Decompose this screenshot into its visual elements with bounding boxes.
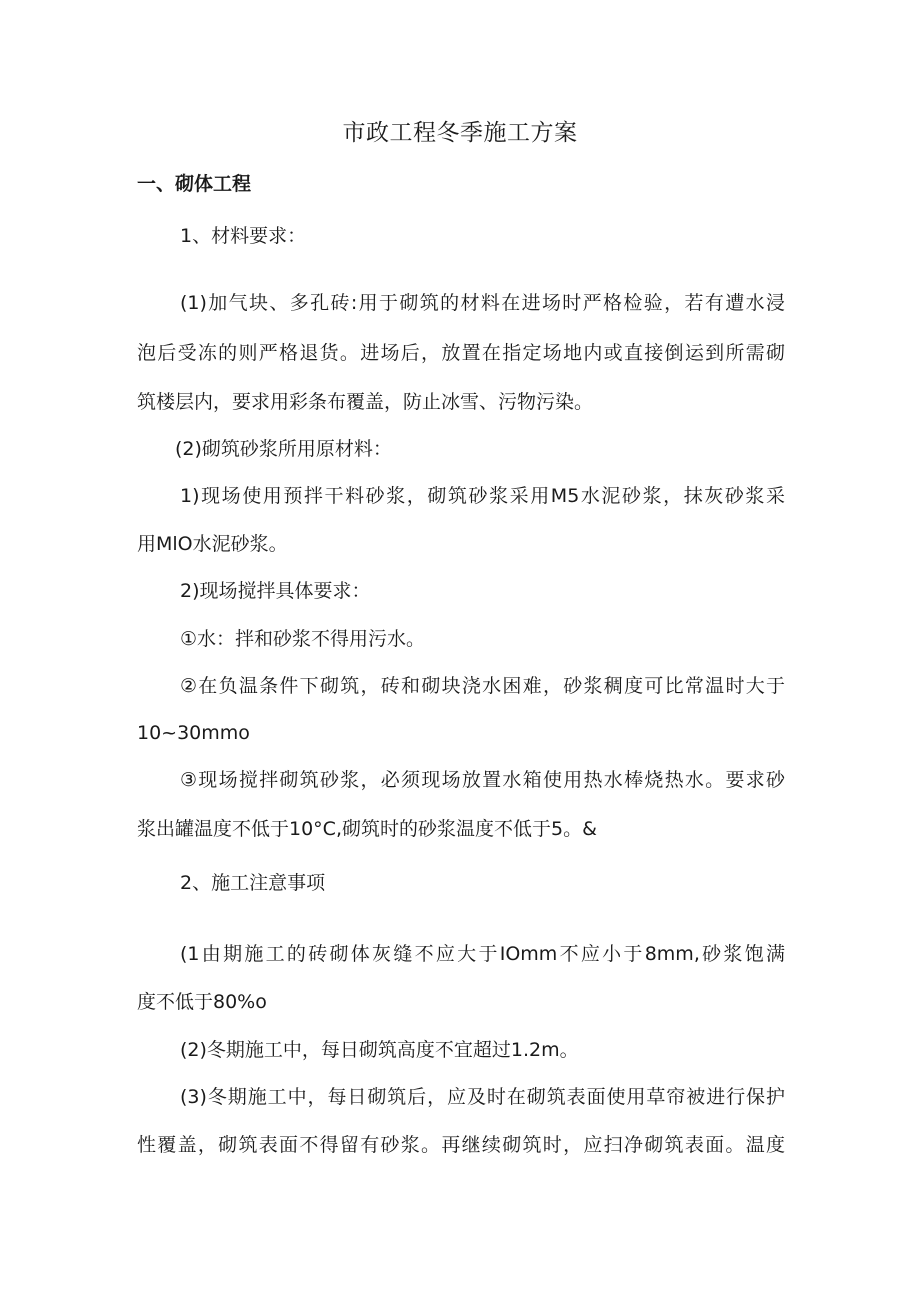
document-title: 市政工程冬季施工方案	[342, 120, 578, 146]
paragraph-line: 泡后受冻的则严格退货。进场后，放置在指定场地内或直接倒运到所需砌	[137, 342, 785, 364]
paragraph-line: 浆出罐温度不低于10°C,砌筑时的砂浆温度不低于5。&	[137, 818, 597, 840]
paragraph-line: 筑楼层内，要求用彩条布覆盖，防止冰雪、污物污染。	[137, 391, 594, 413]
paragraph-line: 度不低于80%o	[137, 991, 267, 1013]
item-heading-materials: 1、材料要求：	[180, 225, 307, 247]
paragraph-line: ②在负温条件下砌筑，砖和砌块浇水困难，砂浆稠度可比常温时大于	[180, 675, 785, 697]
paragraph-line: (2)冬期施工中，每日砌筑高度不宜超过1.2m。	[180, 1039, 579, 1061]
item-heading-notes: 2、施工注意事项	[180, 872, 326, 894]
paragraph-line: 1)现场使用预拌干料砂浆，砌筑砂浆采用M5水泥砂浆，抹灰砂浆采	[180, 485, 785, 507]
paragraph-line: 用MlO水泥砂浆。	[137, 533, 288, 555]
paragraph-line: 10~30mmo	[137, 722, 250, 744]
paragraph-line: 2)现场搅拌具体要求：	[180, 580, 371, 602]
paragraph-line: ①水：拌和砂浆不得用污水。	[180, 628, 426, 650]
paragraph-line: (2)砌筑砂浆所用原材料：	[175, 438, 392, 460]
paragraph-line: (1)加气块、多孔砖:用于砌筑的材料在进场时严格检验，若有遭水浸	[180, 292, 785, 314]
paragraph-line: ③现场搅拌砌筑砂浆，必须现场放置水箱使用热水棒烧热水。要求砂	[180, 769, 785, 791]
paragraph-line: 性覆盖，砌筑表面不得留有砂浆。再继续砌筑时，应扫净砌筑表面。温度	[137, 1134, 785, 1156]
paragraph-line: (1由期施工的砖砌体灰缝不应大于IOmm不应小于8mm,砂浆饱满	[180, 943, 785, 965]
paragraph-line: (3)冬期施工中，每日砌筑后，应及时在砌筑表面使用草帘被进行保护	[180, 1086, 785, 1108]
section-heading: 一、砌体工程	[137, 173, 252, 195]
